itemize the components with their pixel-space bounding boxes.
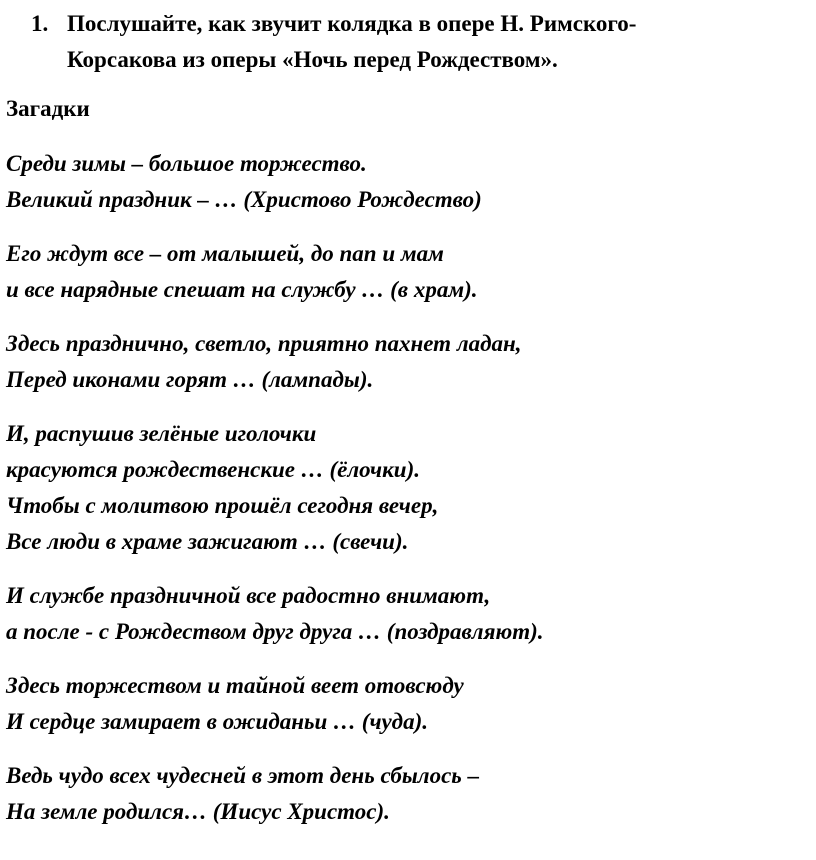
riddle [6, 236, 806, 308]
riddle-line: красуются рождественские … (ёлочки). [6, 457, 420, 482]
riddle-line: и все нарядные спешат на службу … (в храм). [6, 277, 478, 302]
riddle-line: На земле родился… (Иисус Христос). [6, 799, 390, 824]
riddle [6, 488, 806, 560]
riddle [6, 668, 806, 740]
riddle-line: Перед иконами горят … (лампады). [6, 367, 374, 392]
task-item [31, 6, 791, 78]
riddle-line: Великий праздник – … (Христово Рождество) [6, 187, 482, 212]
task-line: Корсакова из оперы «Ночь перед Рождеством». [67, 47, 558, 72]
riddles-list [6, 146, 806, 848]
riddle-line: Чтобы с молитвою прошёл сегодня вечер, [6, 493, 439, 518]
section-heading: Загадки [6, 96, 90, 121]
riddle-line: Его ждут все – от малышей, до пап и мам [6, 241, 444, 266]
riddle-line: И, распушив зелёные иголочки [6, 421, 317, 446]
riddle [6, 416, 806, 488]
task-number: 1. [31, 11, 49, 36]
riddle [6, 578, 806, 650]
riddle [6, 146, 806, 218]
riddle-line: И сердце замирает в ожиданьи … (чуда). [6, 709, 428, 734]
riddle-line: Здесь торжеством и тайной веет отовсюду [6, 673, 464, 698]
riddle-line: Все люди в храме зажигают … (свечи). [6, 529, 409, 554]
riddle-line: И службе праздничной все радостно внимают, [6, 583, 491, 608]
riddle-line: а после - с Рождеством друг друга … (поздравляют). [6, 619, 544, 644]
riddle-line: Ведь чудо всех чудесней в этот день сбылось – [6, 763, 480, 788]
riddle [6, 758, 806, 830]
task-text [67, 6, 791, 78]
riddle [6, 326, 806, 398]
riddle-line: Здесь празднично, светло, приятно пахнет ладан, [6, 331, 522, 356]
task-line: Послушайте, как звучит колядка в опере Н. Римского- [67, 11, 637, 36]
riddle-line: Среди зимы – большое торжество. [6, 151, 367, 176]
